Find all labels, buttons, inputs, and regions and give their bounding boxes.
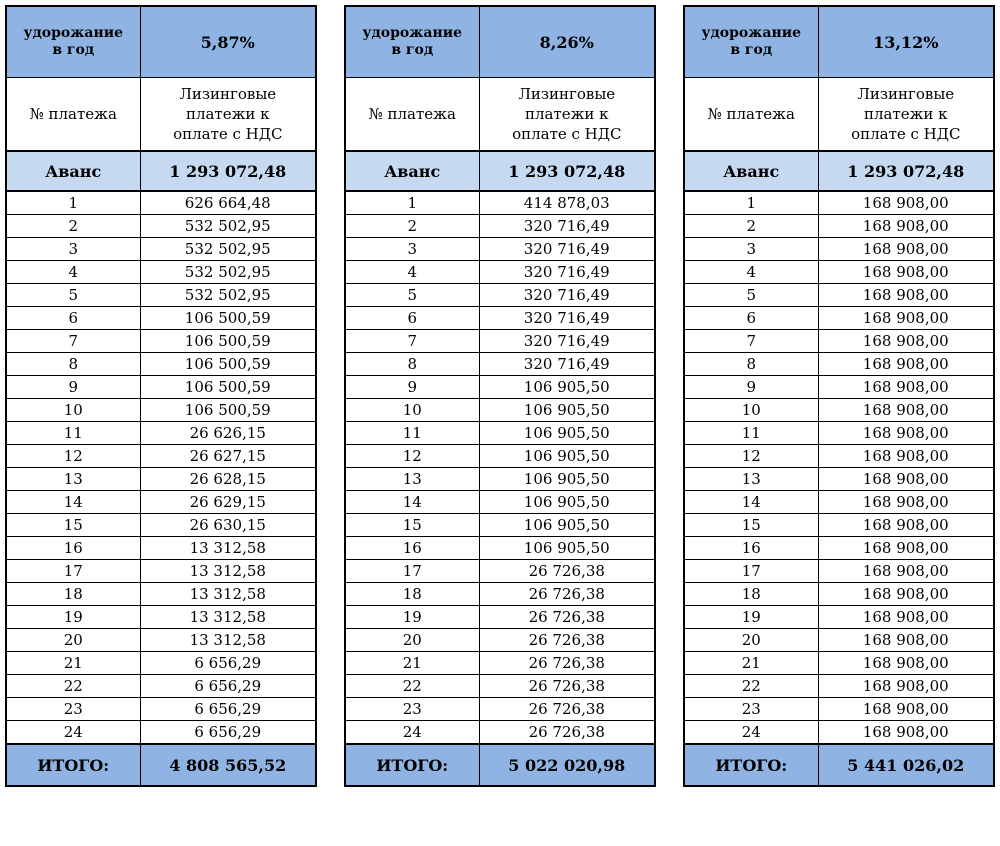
adv-row: [345, 151, 655, 191]
table-row: [6, 261, 316, 284]
advance-label: Аванс: [684, 151, 818, 191]
payment-amount: 26 726,38: [479, 583, 655, 606]
table-row: [6, 652, 316, 675]
payment-amount: 106 500,59: [140, 353, 316, 376]
payment-amount: 26 726,38: [479, 606, 655, 629]
total-value: 4 808 565,52: [140, 744, 316, 786]
payment-number: 1: [345, 191, 479, 215]
payment-amount: 13 312,58: [140, 560, 316, 583]
table-row: [6, 491, 316, 514]
adv-row: [6, 151, 316, 191]
payment-number: 11: [345, 422, 479, 445]
payment-amount: 320 716,49: [479, 215, 655, 238]
table-row: [684, 399, 994, 422]
table-row: [6, 422, 316, 445]
payments-header: Лизинговые платежи к оплате с НДС: [818, 78, 994, 152]
payment-amount: 106 905,50: [479, 445, 655, 468]
payment-number: 8: [345, 353, 479, 376]
payment-no-header: № платежа: [6, 78, 140, 152]
hdr-row: [6, 6, 316, 78]
payment-amount: 168 908,00: [818, 583, 994, 606]
payment-amount: 168 908,00: [818, 215, 994, 238]
table-row: [684, 307, 994, 330]
payment-amount: 26 726,38: [479, 698, 655, 721]
payment-amount: 106 905,50: [479, 399, 655, 422]
payment-number: 23: [6, 698, 140, 721]
payment-number: 24: [345, 721, 479, 745]
payment-amount: 106 500,59: [140, 399, 316, 422]
payments-header: Лизинговые платежи к оплате с НДС: [140, 78, 316, 152]
table-row: [345, 698, 655, 721]
payment-number: 13: [6, 468, 140, 491]
payment-amount: 320 716,49: [479, 353, 655, 376]
table-row: [684, 652, 994, 675]
table-row: [345, 399, 655, 422]
table-row: [684, 560, 994, 583]
payment-amount: 626 664,48: [140, 191, 316, 215]
table-row: [6, 583, 316, 606]
payment-number: 10: [684, 399, 818, 422]
payment-amount: 168 908,00: [818, 721, 994, 745]
table-row: [345, 606, 655, 629]
adv-row: [684, 151, 994, 191]
payment-number: 16: [345, 537, 479, 560]
table-row: [345, 284, 655, 307]
rate-value: 5,87%: [140, 6, 316, 78]
payment-amount: 6 656,29: [140, 652, 316, 675]
payment-amount: 6 656,29: [140, 675, 316, 698]
payment-number: 24: [6, 721, 140, 745]
tot-row: [684, 744, 994, 786]
payment-number: 1: [684, 191, 818, 215]
advance-value: 1 293 072,48: [818, 151, 994, 191]
table-row: [6, 514, 316, 537]
payment-amount: 13 312,58: [140, 606, 316, 629]
payment-number: 13: [684, 468, 818, 491]
rate-value: 13,12%: [818, 6, 994, 78]
payment-number: 8: [6, 353, 140, 376]
payment-number: 5: [6, 284, 140, 307]
table-row: [345, 537, 655, 560]
payment-amount: 26 726,38: [479, 652, 655, 675]
payment-amount: 106 905,50: [479, 376, 655, 399]
total-value: 5 441 026,02: [818, 744, 994, 786]
payment-number: 20: [6, 629, 140, 652]
table-row: [6, 537, 316, 560]
table-row: [345, 721, 655, 745]
payment-amount: 26 628,15: [140, 468, 316, 491]
table-row: [345, 353, 655, 376]
payment-number: 2: [345, 215, 479, 238]
total-label: ИТОГО:: [6, 744, 140, 786]
table-row: [684, 468, 994, 491]
payment-amount: 168 908,00: [818, 353, 994, 376]
table-row: [6, 721, 316, 745]
table-row: [684, 721, 994, 745]
payment-number: 6: [684, 307, 818, 330]
payment-number: 15: [684, 514, 818, 537]
payment-amount: 168 908,00: [818, 284, 994, 307]
payment-amount: 26 726,38: [479, 675, 655, 698]
table-row: [345, 261, 655, 284]
payment-amount: 532 502,95: [140, 284, 316, 307]
advance-value: 1 293 072,48: [140, 151, 316, 191]
payment-number: 14: [345, 491, 479, 514]
payment-number: 18: [684, 583, 818, 606]
tot-row: [345, 744, 655, 786]
payment-amount: 320 716,49: [479, 307, 655, 330]
payment-amount: 168 908,00: [818, 330, 994, 353]
table-row: [345, 468, 655, 491]
table-row: [345, 330, 655, 353]
payment-number: 10: [345, 399, 479, 422]
payment-number: 18: [345, 583, 479, 606]
payment-amount: 26 726,38: [479, 721, 655, 745]
payment-number: 16: [684, 537, 818, 560]
payment-number: 24: [684, 721, 818, 745]
payment-number: 10: [6, 399, 140, 422]
table-row: [684, 583, 994, 606]
table-row: [684, 514, 994, 537]
payment-amount: 106 905,50: [479, 468, 655, 491]
payment-number: 23: [345, 698, 479, 721]
payment-amount: 26 626,15: [140, 422, 316, 445]
advance-label: Аванс: [6, 151, 140, 191]
payment-amount: 168 908,00: [818, 652, 994, 675]
payment-amount: 106 905,50: [479, 537, 655, 560]
total-label: ИТОГО:: [345, 744, 479, 786]
table-row: [6, 629, 316, 652]
total-label: ИТОГО:: [684, 744, 818, 786]
table-row: [6, 330, 316, 353]
table-row: [6, 215, 316, 238]
payment-amount: 168 908,00: [818, 445, 994, 468]
table-row: [684, 284, 994, 307]
payment-amount: 320 716,49: [479, 261, 655, 284]
payment-number: 2: [6, 215, 140, 238]
table-row: [6, 191, 316, 215]
table-row: [345, 215, 655, 238]
table-row: [345, 238, 655, 261]
payment-number: 7: [345, 330, 479, 353]
payment-number: 17: [6, 560, 140, 583]
increase-label: удорожание в год: [345, 6, 479, 78]
table-row: [6, 675, 316, 698]
payment-amount: 168 908,00: [818, 376, 994, 399]
table-row: [684, 698, 994, 721]
payment-number: 7: [6, 330, 140, 353]
sub-row: [6, 78, 316, 152]
payment-number: 22: [345, 675, 479, 698]
payment-amount: 26 630,15: [140, 514, 316, 537]
table-row: [684, 422, 994, 445]
table-row: [684, 629, 994, 652]
payment-number: 5: [345, 284, 479, 307]
payment-number: 3: [6, 238, 140, 261]
payment-number: 16: [6, 537, 140, 560]
payment-amount: 26 726,38: [479, 560, 655, 583]
payment-amount: 13 312,58: [140, 537, 316, 560]
table-row: [345, 307, 655, 330]
hdr-row: [345, 6, 655, 78]
payment-amount: 106 905,50: [479, 514, 655, 537]
payment-amount: 168 908,00: [818, 468, 994, 491]
payment-number: 12: [6, 445, 140, 468]
payment-number: 23: [684, 698, 818, 721]
payment-number: 2: [684, 215, 818, 238]
advance-value: 1 293 072,48: [479, 151, 655, 191]
payment-number: 22: [6, 675, 140, 698]
table-row: [345, 652, 655, 675]
payment-number: 11: [684, 422, 818, 445]
payment-number: 3: [684, 238, 818, 261]
table-row: [345, 629, 655, 652]
payment-amount: 6 656,29: [140, 698, 316, 721]
payment-number: 17: [345, 560, 479, 583]
payment-number: 9: [684, 376, 818, 399]
payment-amount: 532 502,95: [140, 215, 316, 238]
payment-amount: 106 500,59: [140, 376, 316, 399]
table-row: [684, 491, 994, 514]
table-row: [6, 698, 316, 721]
table-row: [684, 376, 994, 399]
payment-amount: 168 908,00: [818, 537, 994, 560]
payment-amount: 168 908,00: [818, 191, 994, 215]
table-row: [684, 261, 994, 284]
payment-no-header: № платежа: [684, 78, 818, 152]
payment-number: 19: [345, 606, 479, 629]
table-row: [6, 606, 316, 629]
table-row: [345, 675, 655, 698]
payment-number: 7: [684, 330, 818, 353]
payment-amount: 168 908,00: [818, 629, 994, 652]
total-value: 5 022 020,98: [479, 744, 655, 786]
payment-amount: 168 908,00: [818, 399, 994, 422]
payment-amount: 168 908,00: [818, 675, 994, 698]
payment-amount: 168 908,00: [818, 606, 994, 629]
table-row: [345, 376, 655, 399]
payment-table: [5, 5, 317, 787]
payment-number: 17: [684, 560, 818, 583]
payment-number: 11: [6, 422, 140, 445]
payment-amount: 13 312,58: [140, 583, 316, 606]
payment-number: 9: [345, 376, 479, 399]
payment-number: 15: [345, 514, 479, 537]
payment-number: 8: [684, 353, 818, 376]
payment-amount: 168 908,00: [818, 261, 994, 284]
payment-number: 21: [345, 652, 479, 675]
payment-number: 21: [684, 652, 818, 675]
payment-number: 15: [6, 514, 140, 537]
table-row: [6, 399, 316, 422]
payment-amount: 168 908,00: [818, 491, 994, 514]
payment-number: 9: [6, 376, 140, 399]
payment-number: 12: [345, 445, 479, 468]
payment-number: 4: [345, 261, 479, 284]
table-row: [684, 238, 994, 261]
table-row: [684, 215, 994, 238]
sub-row: [684, 78, 994, 152]
increase-label: удорожание в год: [684, 6, 818, 78]
payment-amount: 106 905,50: [479, 491, 655, 514]
increase-label: удорожание в год: [6, 6, 140, 78]
table-row: [6, 560, 316, 583]
payment-no-header: № платежа: [345, 78, 479, 152]
table-row: [6, 307, 316, 330]
payment-number: 12: [684, 445, 818, 468]
payment-number: 4: [684, 261, 818, 284]
payment-number: 21: [6, 652, 140, 675]
table-row: [684, 675, 994, 698]
tot-row: [6, 744, 316, 786]
table-row: [684, 191, 994, 215]
table-row: [345, 583, 655, 606]
table-row: [684, 353, 994, 376]
payment-amount: 106 905,50: [479, 422, 655, 445]
table-row: [684, 445, 994, 468]
payment-amount: 13 312,58: [140, 629, 316, 652]
payment-table: [344, 5, 656, 787]
payment-amount: 168 908,00: [818, 560, 994, 583]
table-row: [6, 445, 316, 468]
table-row: [345, 560, 655, 583]
payment-amount: 320 716,49: [479, 330, 655, 353]
payment-amount: 168 908,00: [818, 422, 994, 445]
sub-row: [345, 78, 655, 152]
payments-header: Лизинговые платежи к оплате с НДС: [479, 78, 655, 152]
table-row: [345, 491, 655, 514]
payment-number: 14: [6, 491, 140, 514]
hdr-row: [684, 6, 994, 78]
rate-value: 8,26%: [479, 6, 655, 78]
payment-amount: 106 500,59: [140, 307, 316, 330]
table-row: [6, 376, 316, 399]
table-row: [6, 284, 316, 307]
payment-amount: 320 716,49: [479, 284, 655, 307]
payment-number: 20: [684, 629, 818, 652]
advance-label: Аванс: [345, 151, 479, 191]
payment-number: 4: [6, 261, 140, 284]
payment-number: 6: [345, 307, 479, 330]
table-row: [6, 353, 316, 376]
table-row: [345, 191, 655, 215]
payment-amount: 168 908,00: [818, 307, 994, 330]
table-row: [6, 238, 316, 261]
payment-amount: 168 908,00: [818, 514, 994, 537]
payment-amount: 26 726,38: [479, 629, 655, 652]
payment-table: [683, 5, 995, 787]
payment-number: 14: [684, 491, 818, 514]
table-row: [345, 422, 655, 445]
payment-number: 22: [684, 675, 818, 698]
table-row: [684, 606, 994, 629]
payment-number: 20: [345, 629, 479, 652]
payment-amount: 26 627,15: [140, 445, 316, 468]
payment-number: 5: [684, 284, 818, 307]
payment-amount: 168 908,00: [818, 238, 994, 261]
payment-amount: 532 502,95: [140, 238, 316, 261]
payment-amount: 532 502,95: [140, 261, 316, 284]
payment-amount: 320 716,49: [479, 238, 655, 261]
payment-amount: 106 500,59: [140, 330, 316, 353]
table-row: [684, 537, 994, 560]
table-row: [6, 468, 316, 491]
payment-number: 3: [345, 238, 479, 261]
payment-amount: 26 629,15: [140, 491, 316, 514]
payment-amount: 168 908,00: [818, 698, 994, 721]
payment-number: 6: [6, 307, 140, 330]
payment-number: 19: [6, 606, 140, 629]
payment-number: 18: [6, 583, 140, 606]
payment-number: 19: [684, 606, 818, 629]
payment-number: 1: [6, 191, 140, 215]
payment-amount: 6 656,29: [140, 721, 316, 745]
payment-number: 13: [345, 468, 479, 491]
table-row: [345, 514, 655, 537]
payment-amount: 414 878,03: [479, 191, 655, 215]
table-row: [684, 330, 994, 353]
table-row: [345, 445, 655, 468]
